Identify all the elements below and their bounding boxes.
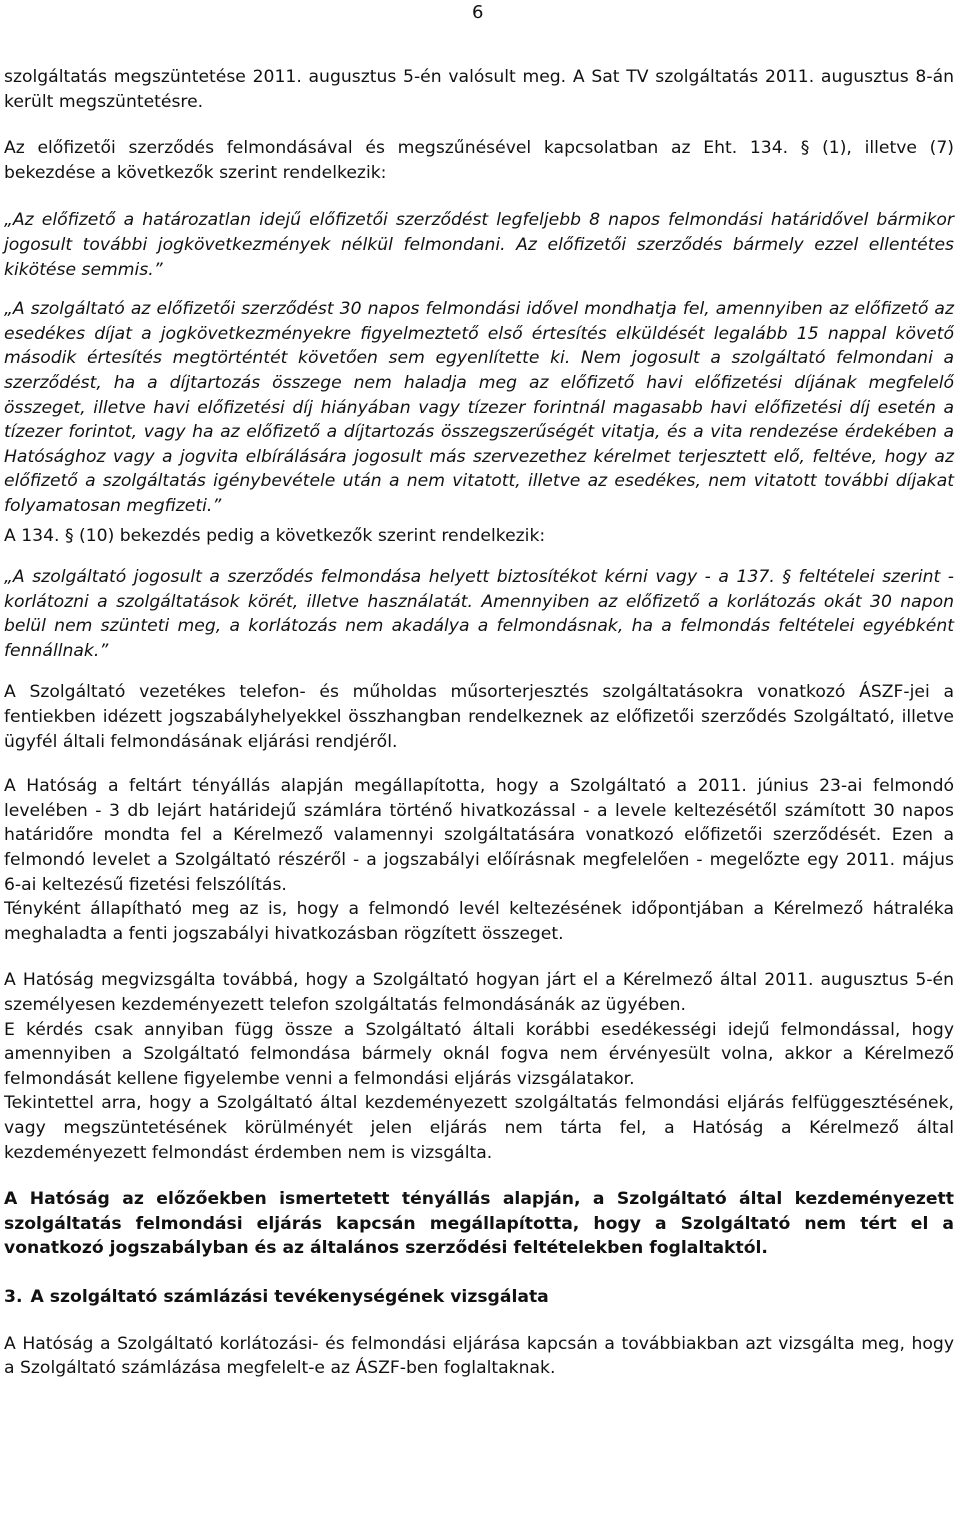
quote-restriction: „A szolgáltató jogosult a szerződés felmondása helyett biztosítékot kérni vagy - a 137. § feltételei szerint - korlátozni a szolgáltatások körét, illetve használatát. Amennyiben az előfizető a korlátozás okát 30 napon belül nem szünteti meg, a korlátozás nem akadálya a felmondásnak, ha a felmondás feltételei egyébként fennállnak.”: [4, 567, 954, 661]
page-number: 6: [472, 2, 484, 23]
quote-provider-termination: „A szolgáltató az előfizetői szerződést 30 napos felmondási idővel mondhatja fel, amennyiben az előfizető az esedékes díjat a jogkövetkezményekre figyelmeztető első értesítés elküldését legalább 15 nappal követő második értesítés megtörténtét követően sem egyenlítette ki. Nem jogosult a szolgáltató felmondani a szerződést, ha a díjtartozás összege nem haladja meg az előfizető havi előfizetési díjának megfelelő összeget, illetve havi előfizetési díj hiányában vagy tízezer forintnál magasabb havi előfizetési díj esetén a tízezer forintot, vagy ha az előfizető a díjtartozás összegszerűségét vitatja, és a vita rendezése érdekében a Hatósághoz vagy a jogvita elbírálására jogosult más szervezethez kérelmet terjesztett elő, feltéve, hogy az előfizető a szolgáltatás igénybevétele után a nem vitatott, illetve az esedékes, nem vitatott további díjakat folyamatosan megfizeti.”: [4, 299, 954, 516]
paragraph-134-10-intro: A 134. § (10) bekezdés pedig a következők szerint rendelkezik:: [4, 525, 546, 546]
paragraph-conclusion: A Hatóság az előzőekben ismertetett tényállás alapján, a Szolgáltató által kezdeményezett szolgáltatás felmondási eljárás kapcsán megállapította, hogy a Szolgáltató nem tért el a vonatkozó jogszabályban és az általános szerződési feltételekben foglaltaktól.: [4, 1189, 954, 1259]
section-heading: [4, 1285, 954, 1310]
section-title: A szolgáltató számlázási tevékenységének vizsgálata: [30, 1286, 549, 1307]
document-body: [4, 65, 954, 1381]
paragraph-service-termination: szolgáltatás megszüntetése 2011. augusztus 5-én valósult meg. A Sat TV szolgáltatás 2011. augusztus 8-án került megszüntetésre.: [4, 67, 954, 112]
paragraph-finding-arrears: Tényként állapítható meg az is, hogy a felmondó levél keltezésének időpontjában a Kérelmező hátraléka meghaladta a fenti jogszabályi hivatkozásban rögzített összeget.: [4, 899, 954, 944]
paragraph-eht-intro: Az előfizetői szerződés felmondásával és megszűnésével kapcsolatban az Eht. 134. § (1), illetve (7) bekezdése a következők szerint rendelkezik:: [4, 138, 954, 183]
paragraph-billing-intro: A Hatóság a Szolgáltató korlátozási- és felmondási eljárása kapcsán a továbbiakban azt vizsgálta meg, hogy a Szolgáltató számlázása megfelelt-e az ÁSZF-ben foglaltaknak.: [4, 1333, 954, 1379]
paragraph-not-examined: Tekintettel arra, hogy a Szolgáltató által kezdeményezett szolgáltatás felmondási eljárás felfüggesztésének, vagy megszüntetésének körülményét jelen eljárás nem tárta fel, a Hatóság a Kérelmező által kezdeményezett felmondást érdemben nem is vizsgálta.: [4, 1093, 954, 1163]
quote-subscriber-termination: „Az előfizető a határozatlan idejű előfizetői szerződést legfeljebb 8 napos felmondási határidővel bármikor jogosult további jogkövetkezmények nélkül felmondani. Az előfizetői szerződés bármely ezzel ellentétes kikötése semmis.”: [4, 210, 954, 280]
section-number: 3.: [4, 1286, 23, 1307]
paragraph-question-link: E kérdés csak annyiban függ össze a Szolgáltató általi korábbi esedékességi idejű felmondással, hogy amennyiben a Szolgáltató felmondása bármely oknál fogva nem érvényesült volna, akkor a Kérelmező felmondását kellene figyelembe venni a felmondási eljárás vizsgálatakor.: [4, 1019, 954, 1089]
paragraph-customer-termination: A Hatóság megvizsgálta továbbá, hogy a Szolgáltató hogyan járt el a Kérelmező által 2011. augusztus 5-én személyesen kezdeményezett telefon szolgáltatás felmondásánák az ügyében.: [4, 970, 954, 1015]
paragraph-aszf: A Szolgáltató vezetékes telefon- és műholdas műsorterjesztés szolgáltatásokra vonatkozó ÁSZF-jei a fentiekben idézett jogszabályhelyekkel összhangban rendelkeznek az előfizetői szerződés Szolgáltató, illetve ügyfél általi felmondásának eljárási rendjéről.: [4, 682, 954, 752]
paragraph-finding-termination: A Hatóság a feltárt tényállás alapján megállapította, hogy a Szolgáltató a 2011. június 23-ai felmondó levelében - 3 db lejárt határidejű számlára történő hivatkozással - a levele keltezésétől számított 30 napos határidőre mondta fel a Kérelmező valamennyi szolgáltatására vonatkozó előfizetői szerződését. Ezen a felmondó levelet a Szolgáltató részéről - a jogszabályi előírásnak megfelelően - megelőzte egy 2011. május 6-ai keltezésű fizetési felszólítás.: [4, 776, 954, 895]
